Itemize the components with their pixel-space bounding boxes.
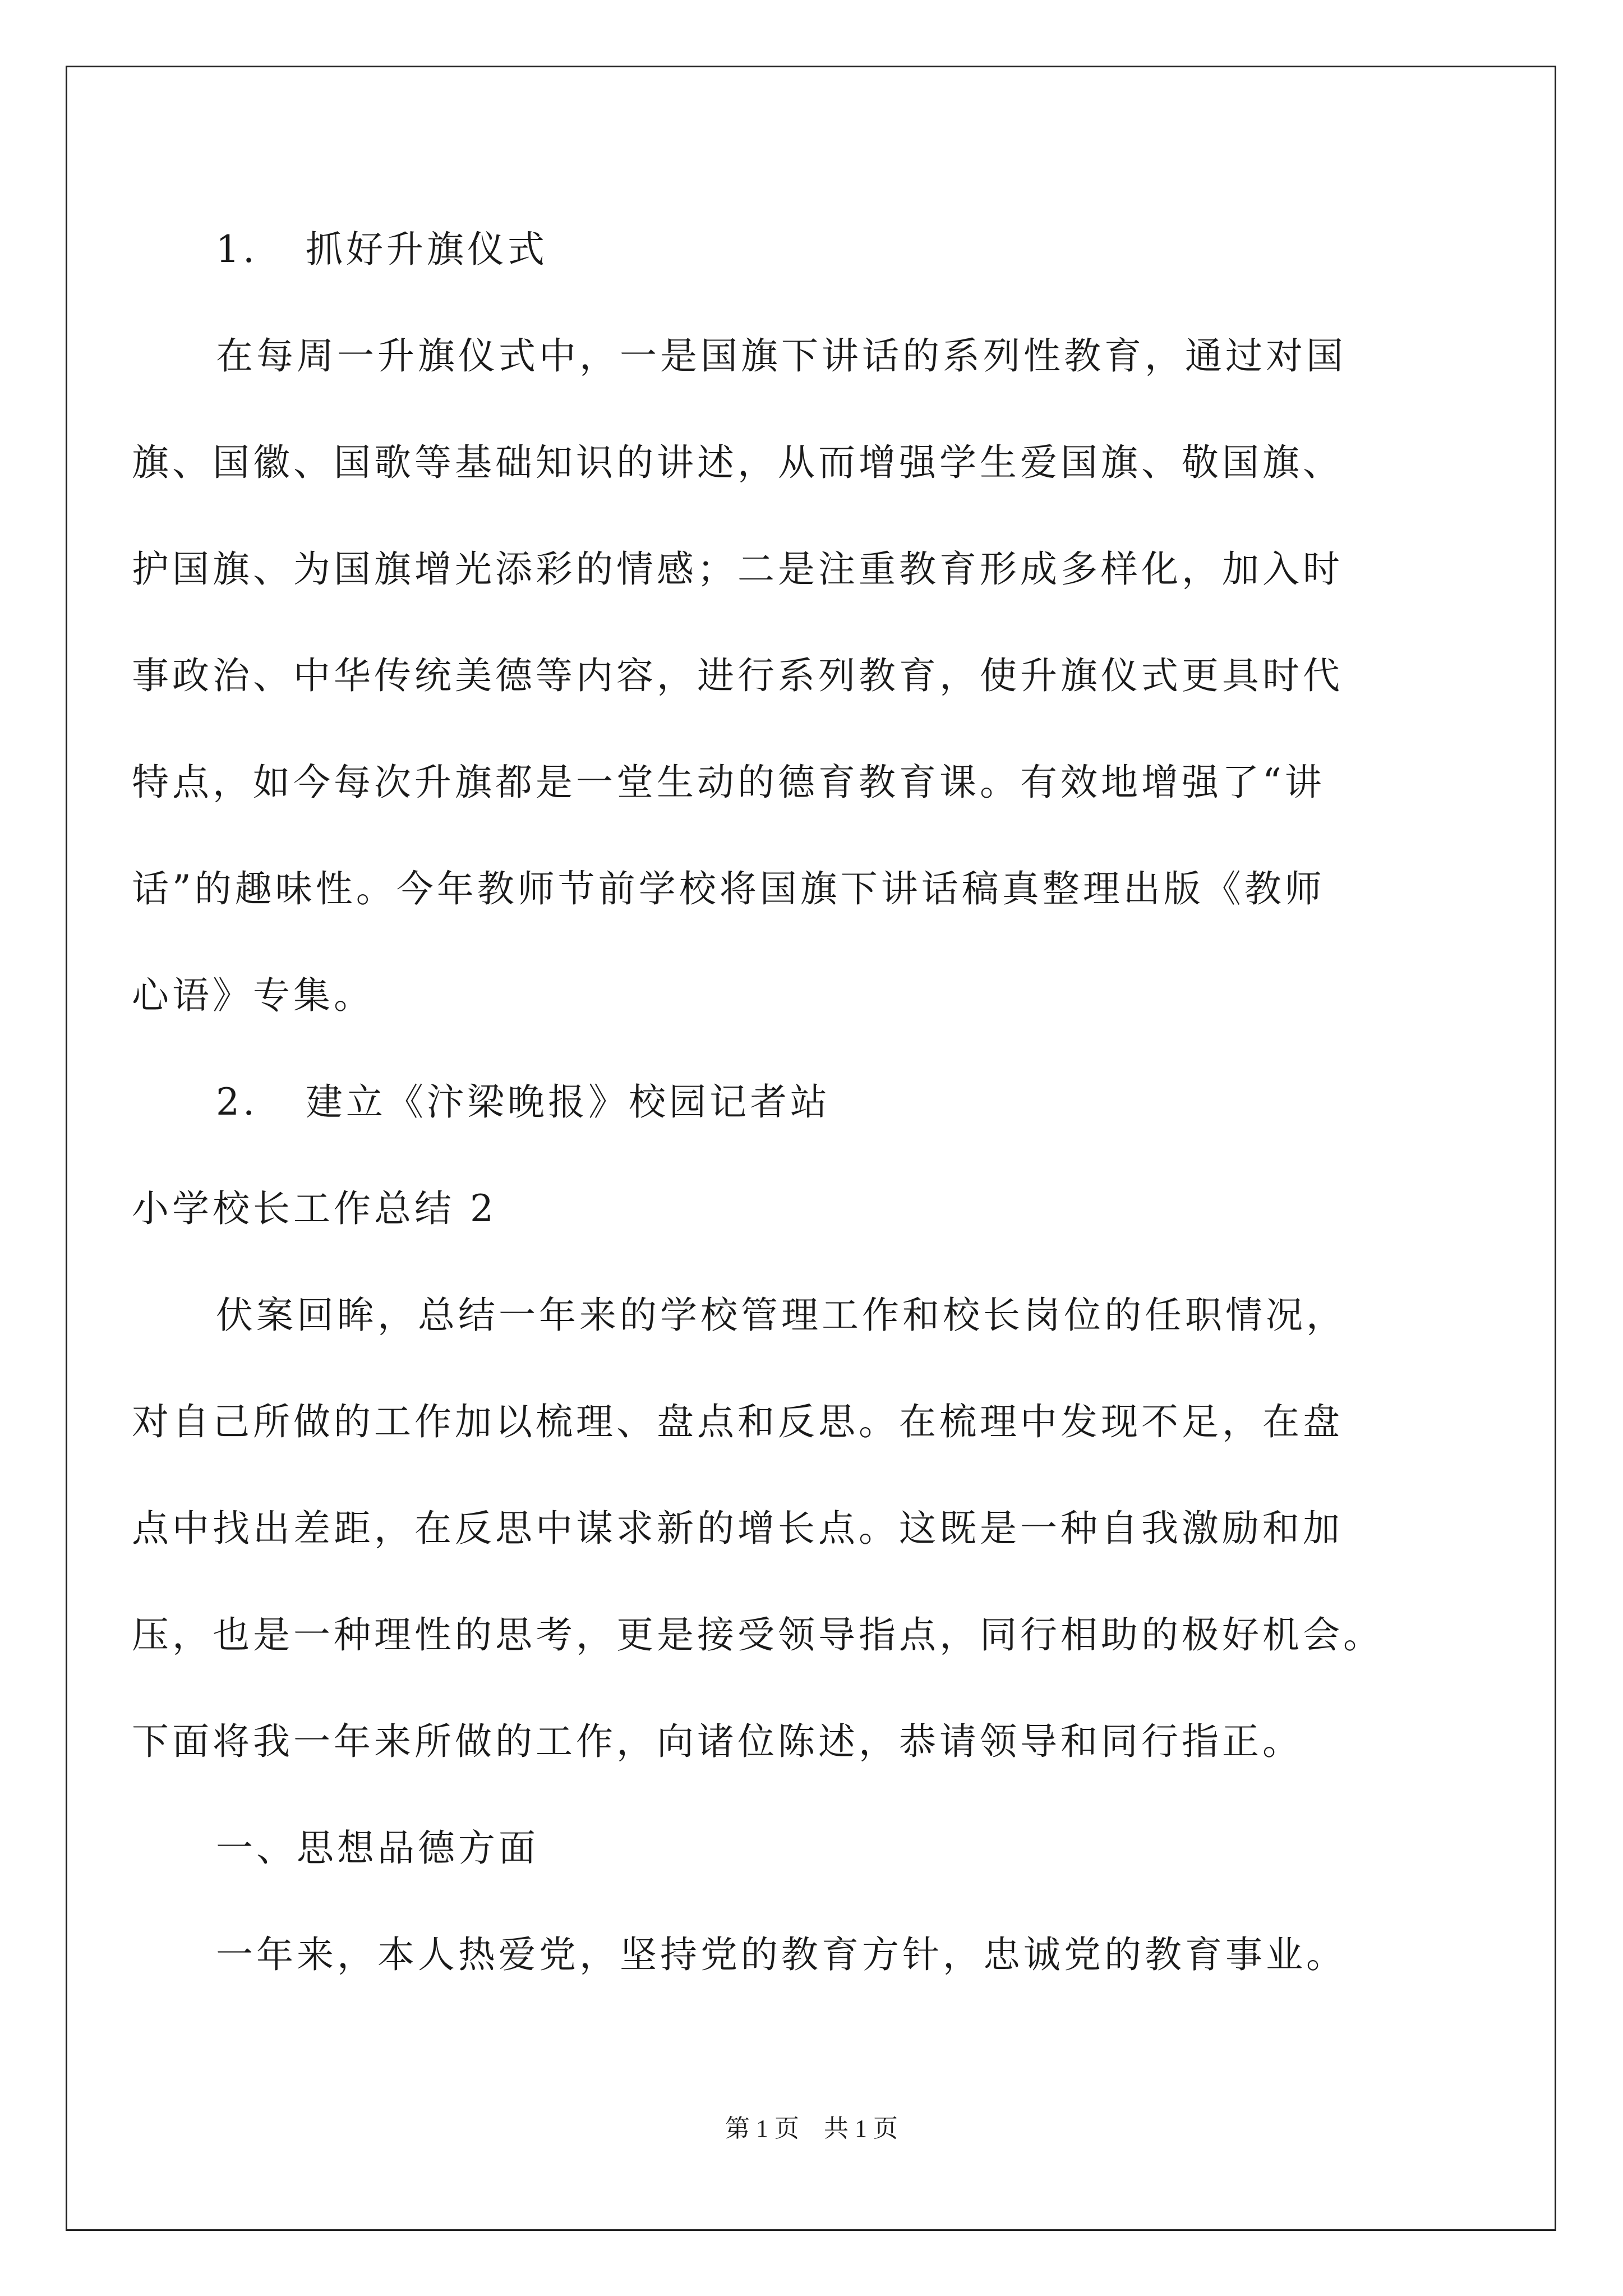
section-title: 小学校长工作总结 2 — [132, 1187, 497, 1230]
paragraph-line: 对自己所做的工作加以梳理、盘点和反思。在梳理中发现不足，在盘 — [132, 1400, 1343, 1443]
paragraph-line: 伏案回眸，总结一年来的学校管理工作和校长岗位的任职情况， — [216, 1294, 1347, 1337]
paragraph-line: 点中找出差距，在反思中谋求新的增长点。这既是一种自我激励和加 — [132, 1507, 1343, 1550]
page-footer — [0, 2112, 1623, 2146]
paragraph-line: 护国旗、为国旗增光添彩的情感；二是注重教育形成多样化，加入时 — [132, 547, 1343, 591]
numbered-heading-2 — [216, 1077, 831, 1128]
paragraph-line: 一年来，本人热爱党，坚持党的教育方针，忠诚党的教育事业。 — [216, 1933, 1347, 1976]
heading-number: 2. — [216, 1080, 258, 1124]
paragraph-line: 压，也是一种理性的思考，更是接受领导指点，同行相助的极好机会。 — [132, 1613, 1384, 1657]
paragraph-line: 心语》专集。 — [132, 974, 374, 1017]
paragraph-line: 下面将我一年来所做的工作，向诸位陈述，恭请领导和同行指正。 — [132, 1720, 1303, 1763]
paragraph-line: 在每周一升旗仪式中，一是国旗下讲话的系列性教育，通过对国 — [216, 334, 1347, 378]
heading-title: 抓好升旗仪式 — [306, 228, 548, 271]
paragraph-line: 特点，如今每次升旗都是一堂生动的德育教育课。有效地增强了“讲 — [132, 761, 1325, 804]
heading-title: 建立《汴梁晚报》校园记者站 — [306, 1080, 831, 1124]
numbered-heading-1 — [216, 224, 548, 275]
subheading: 一、思想品德方面 — [216, 1826, 539, 1870]
page-total: 共 1 页 — [824, 2115, 898, 2142]
heading-number: 1. — [216, 228, 258, 271]
page-border — [66, 66, 1556, 2231]
paragraph-line: 事政治、中华传统美德等内容，进行系列教育，使升旗仪式更具时代 — [132, 654, 1343, 697]
page-number: 第 1 页 — [725, 2115, 799, 2142]
paragraph-line: 话”的趣味性。今年教师节前学校将国旗下讲话稿真整理出版《教师 — [132, 867, 1325, 910]
paragraph-line: 旗、国徽、国歌等基础知识的讲述，从而增强学生爱国旗、敬国旗、 — [132, 441, 1343, 484]
